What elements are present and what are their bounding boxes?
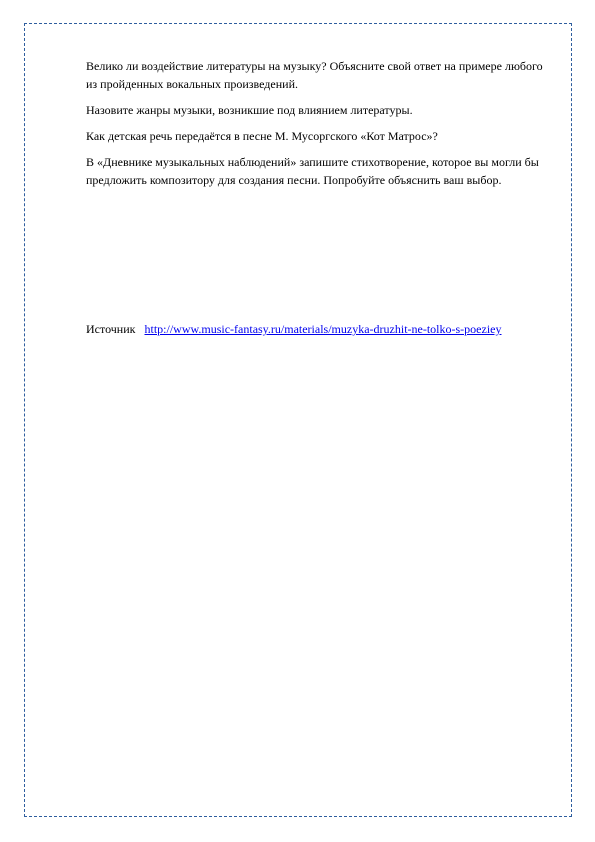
source-line [86,320,536,338]
question-paragraph-3: Как детская речь передаётся в песне М. Мусоргского «Кот Матрос»? [86,129,438,143]
document-body [86,57,556,197]
source-label: Источник [86,322,136,336]
question-paragraph-1: Велико ли воздействие литературы на музыку? Объясните свой ответ на примере любого из пройденных вокальных произведений. [86,59,543,91]
source-link[interactable]: http://www.music-fantasy.ru/materials/muzyka-druzhit-ne-tolko-s-poeziey [144,322,502,336]
question-paragraph-2: Назовите жанры музыки, возникшие под влиянием литературы. [86,103,413,117]
question-paragraph-4: В «Дневнике музыкальных наблюдений» запишите стихотворение, которое вы могли бы предложить композитору для создания песни. Попробуйте объяснить ваш выбор. [86,155,539,187]
